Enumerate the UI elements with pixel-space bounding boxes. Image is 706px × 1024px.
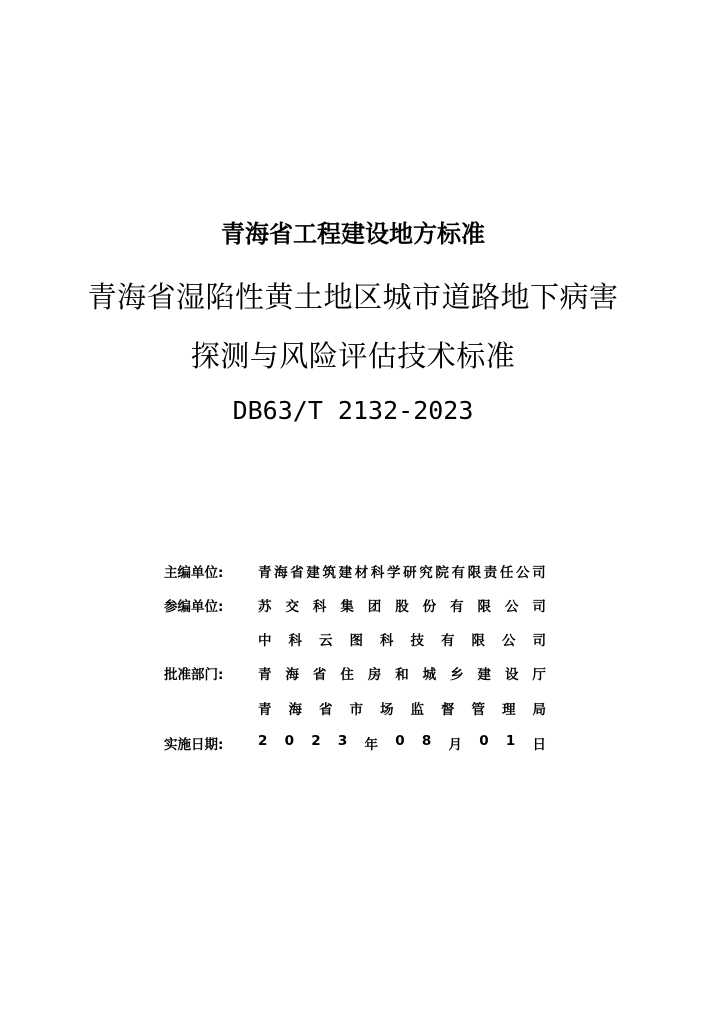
approval-value-2: 青 海 省 市 场 监 督 管 理 局 <box>258 702 546 718</box>
approval-row-1 <box>164 662 546 684</box>
editor-value: 青 海 省 建 筑 建 材 科 学 研 究 院 有 限 责 任 公 司 <box>258 565 546 581</box>
date-label: 实施日期: <box>164 737 224 753</box>
title-line-2: 探测与风险评估技术标准 <box>190 339 516 373</box>
standard-code: DB63/T 2132-2023 <box>232 396 474 425</box>
editor-label: 主编单位: <box>164 565 224 581</box>
approval-row-2 <box>164 697 546 719</box>
participant-value-1: 苏 交 科 集 团 股 份 有 限 公 司 <box>258 599 546 615</box>
approval-value-1: 青 海 省 住 房 和 城 乡 建 设 厅 <box>258 667 546 683</box>
participant-value-2: 中 科 云 图 科 技 有 限 公 司 <box>258 633 546 649</box>
participant-label: 参编单位: <box>164 599 224 615</box>
title-line-1: 青海省湿陷性黄土地区城市道路地下病害 <box>87 280 619 314</box>
date-value: 2 0 2 3 年 0 8 月 0 1 日 <box>258 733 546 753</box>
editor-row <box>164 560 546 582</box>
approval-label: 批准部门: <box>164 667 224 683</box>
participant-row-2 <box>164 628 546 650</box>
date-row <box>164 732 546 754</box>
standard-category: 青海省工程建设地方标准 <box>221 220 485 248</box>
participant-row-1 <box>164 594 546 616</box>
